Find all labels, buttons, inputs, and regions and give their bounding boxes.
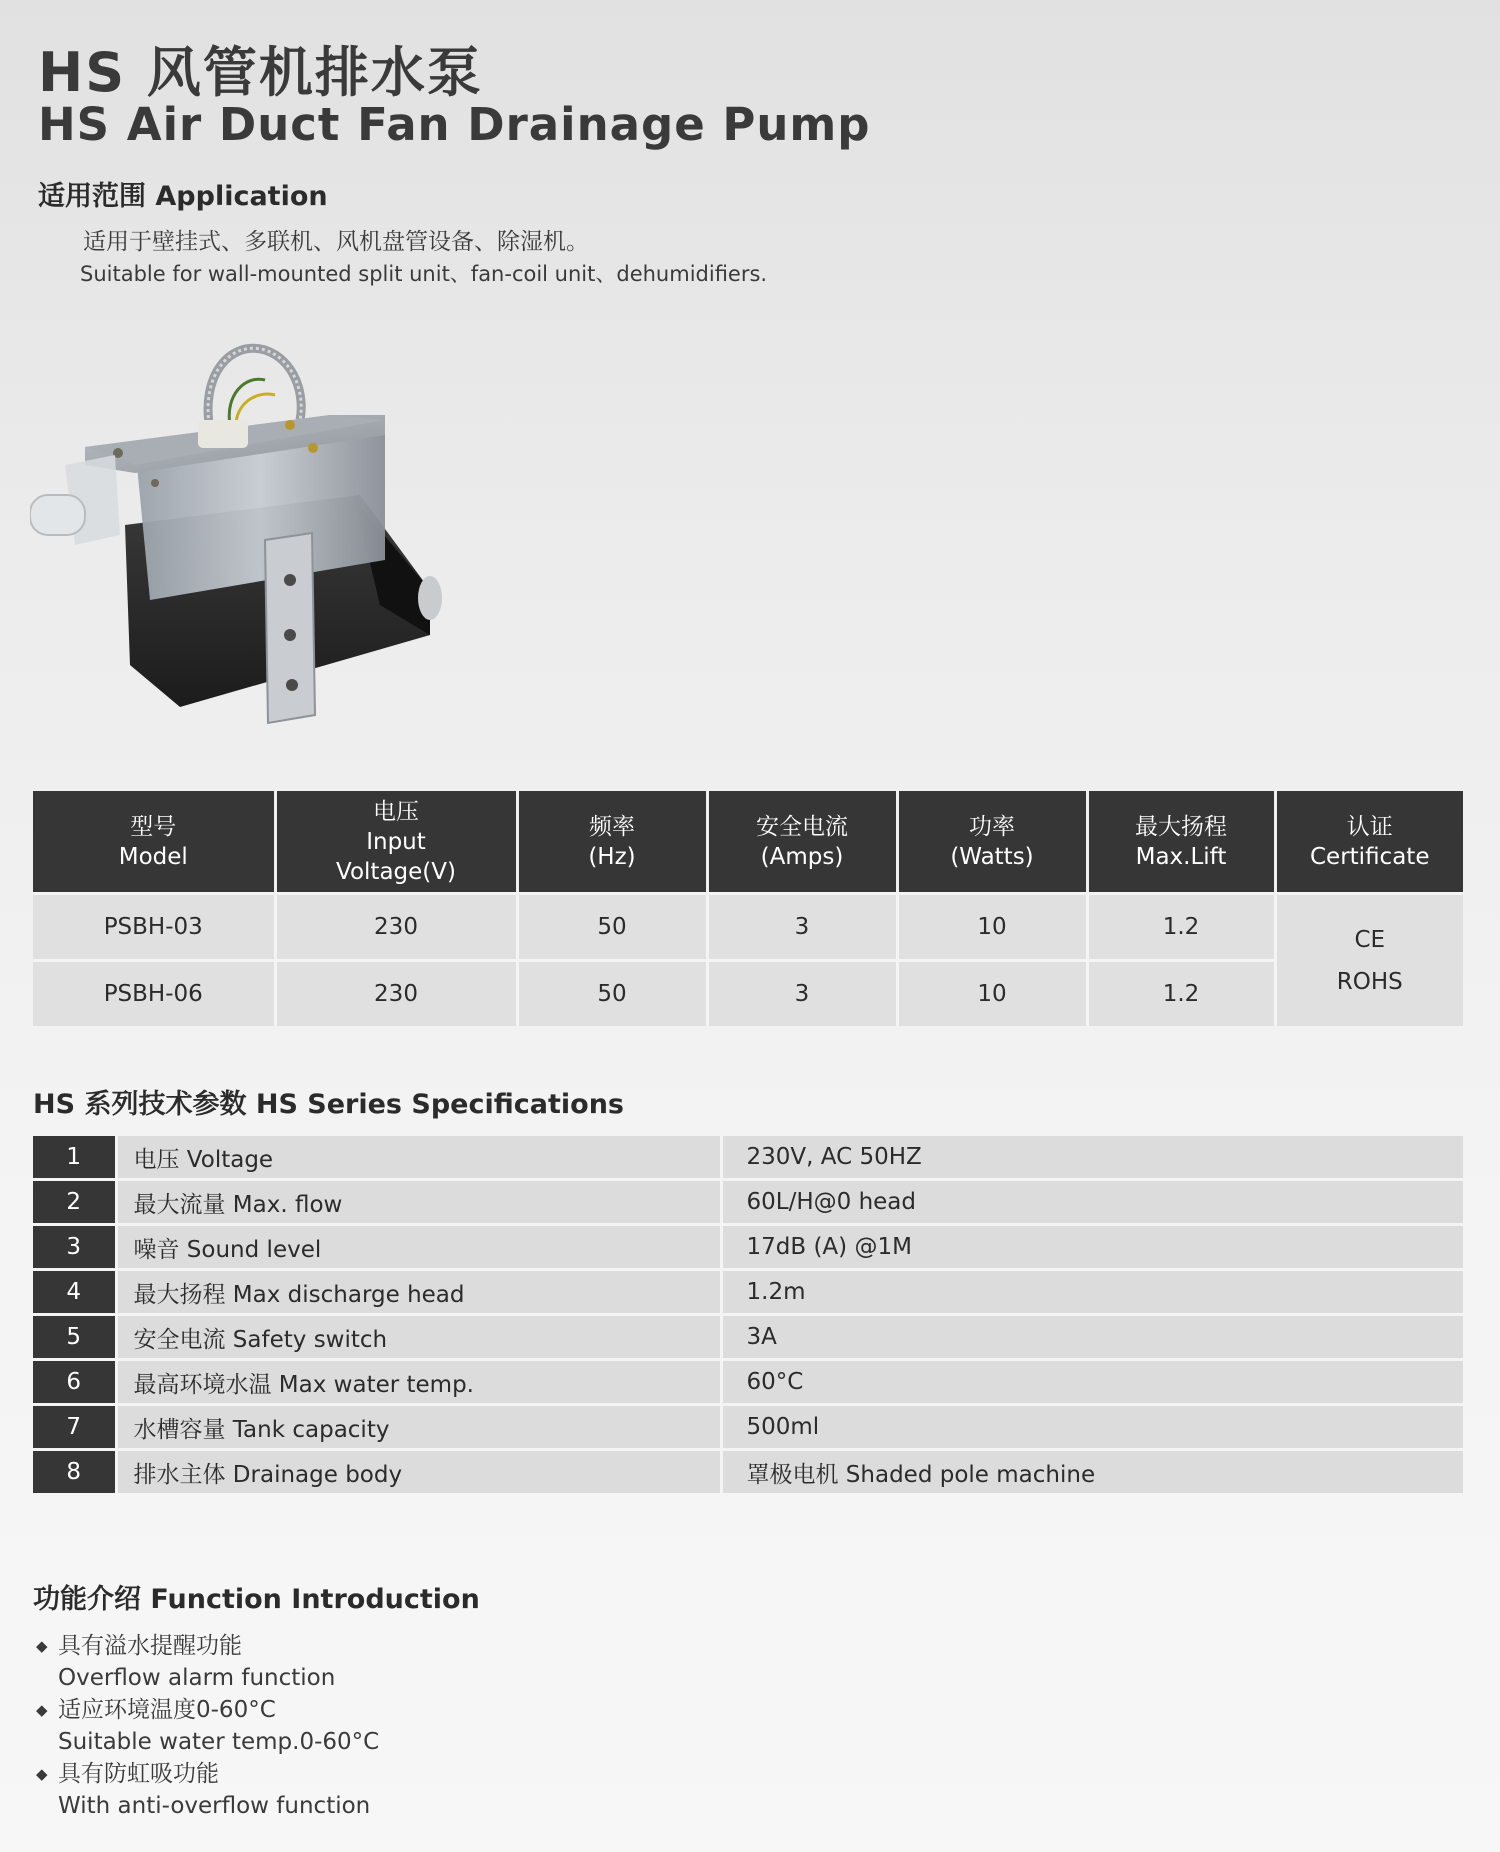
function-en: With anti-overflow function bbox=[58, 1793, 371, 1819]
spec-param: 最高环境水温 Max water temp. bbox=[116, 1360, 721, 1405]
spec-param: 安全电流 Safety switch bbox=[116, 1315, 721, 1360]
spec-param: 噪音 Sound level bbox=[116, 1225, 721, 1270]
function-zh: 适应环境温度0-60°C bbox=[58, 1697, 276, 1723]
header-model: 型号 Model bbox=[33, 791, 275, 894]
application-text-zh: 适用于壁挂式、多联机、风机盘管设备、除湿机。 bbox=[83, 229, 589, 255]
spec-row bbox=[33, 1136, 1463, 1180]
cell-current: 3 bbox=[707, 961, 897, 1027]
spec-value: 17dB (A) @1M bbox=[721, 1225, 1463, 1270]
list-item bbox=[36, 1758, 379, 1822]
spec-param: 最大流量 Max. flow bbox=[116, 1180, 721, 1225]
cell-voltage: 230 bbox=[275, 894, 517, 961]
header-current: 安全电流 (Amps) bbox=[707, 791, 897, 894]
functions-heading: 功能介绍 Function Introduction bbox=[33, 1584, 480, 1615]
spec-param: 水槽容量 Tank capacity bbox=[116, 1405, 721, 1450]
header-max-lift: 最大扬程 Max.Lift bbox=[1087, 791, 1275, 894]
function-zh: 具有溢水提醒功能 bbox=[58, 1633, 242, 1659]
cell-frequency: 50 bbox=[517, 894, 707, 961]
model-table-header-row bbox=[33, 791, 1463, 894]
cell-model: PSBH-03 bbox=[33, 894, 275, 961]
specs-heading: HS 系列技术参数 HS Series Specifications bbox=[33, 1089, 624, 1120]
spec-param: 最大扬程 Max discharge head bbox=[116, 1270, 721, 1315]
spec-value: 230V, AC 50HZ bbox=[721, 1136, 1463, 1180]
table-row bbox=[33, 894, 1463, 961]
page-title-en: HS Air Duct Fan Drainage Pump bbox=[38, 98, 871, 151]
application-heading: 适用范围 Application bbox=[38, 181, 328, 212]
cell-current: 3 bbox=[707, 894, 897, 961]
header-power: 功率 (Watts) bbox=[897, 791, 1087, 894]
spec-row bbox=[33, 1405, 1463, 1450]
pump-product-image bbox=[30, 335, 460, 725]
function-zh: 具有防虹吸功能 bbox=[58, 1761, 219, 1787]
list-item bbox=[36, 1694, 379, 1758]
cell-max-lift: 1.2 bbox=[1087, 961, 1275, 1027]
diamond-bullet-icon: ◆ bbox=[36, 1637, 48, 1655]
cell-power: 10 bbox=[897, 961, 1087, 1027]
spec-number: 3 bbox=[33, 1225, 116, 1270]
spec-number: 6 bbox=[33, 1360, 116, 1405]
cell-power: 10 bbox=[897, 894, 1087, 961]
spec-value: 500ml bbox=[721, 1405, 1463, 1450]
spec-number: 7 bbox=[33, 1405, 116, 1450]
application-text-en: Suitable for wall-mounted split unit、fan-coil unit、dehumidifiers. bbox=[80, 262, 768, 286]
spec-value: 3A bbox=[721, 1315, 1463, 1360]
cell-certificate: CE ROHS bbox=[1275, 894, 1463, 1027]
spec-number: 1 bbox=[33, 1136, 116, 1180]
spec-value: 60°C bbox=[721, 1360, 1463, 1405]
cell-max-lift: 1.2 bbox=[1087, 894, 1275, 961]
diamond-bullet-icon: ◆ bbox=[36, 1765, 48, 1783]
page-title-zh: HS 风管机排水泵 bbox=[38, 41, 483, 104]
spec-value: 60L/H@0 head bbox=[721, 1180, 1463, 1225]
specs-table bbox=[33, 1136, 1463, 1493]
spec-value: 罩极电机 Shaded pole machine bbox=[721, 1450, 1463, 1494]
diamond-bullet-icon: ◆ bbox=[36, 1701, 48, 1719]
spec-number: 8 bbox=[33, 1450, 116, 1494]
cell-frequency: 50 bbox=[517, 961, 707, 1027]
spec-row bbox=[33, 1180, 1463, 1225]
header-voltage: 电压 Input Voltage(V) bbox=[275, 791, 517, 894]
spec-row bbox=[33, 1315, 1463, 1360]
spec-value: 1.2m bbox=[721, 1270, 1463, 1315]
function-en: Overflow alarm function bbox=[58, 1665, 336, 1691]
spec-param: 排水主体 Drainage body bbox=[116, 1450, 721, 1494]
functions-list bbox=[36, 1630, 379, 1822]
header-frequency: 频率 (Hz) bbox=[517, 791, 707, 894]
spec-number: 4 bbox=[33, 1270, 116, 1315]
list-item bbox=[36, 1630, 379, 1694]
model-table bbox=[33, 791, 1463, 1026]
spec-number: 5 bbox=[33, 1315, 116, 1360]
cell-model: PSBH-06 bbox=[33, 961, 275, 1027]
function-en: Suitable water temp.0-60°C bbox=[58, 1729, 380, 1755]
cell-voltage: 230 bbox=[275, 961, 517, 1027]
header-certificate: 认证 Certificate bbox=[1275, 791, 1463, 894]
spec-row bbox=[33, 1270, 1463, 1315]
spec-row bbox=[33, 1360, 1463, 1405]
spec-row bbox=[33, 1450, 1463, 1494]
table-row bbox=[33, 961, 1463, 1027]
spec-number: 2 bbox=[33, 1180, 116, 1225]
spec-param: 电压 Voltage bbox=[116, 1136, 721, 1180]
spec-row bbox=[33, 1225, 1463, 1270]
